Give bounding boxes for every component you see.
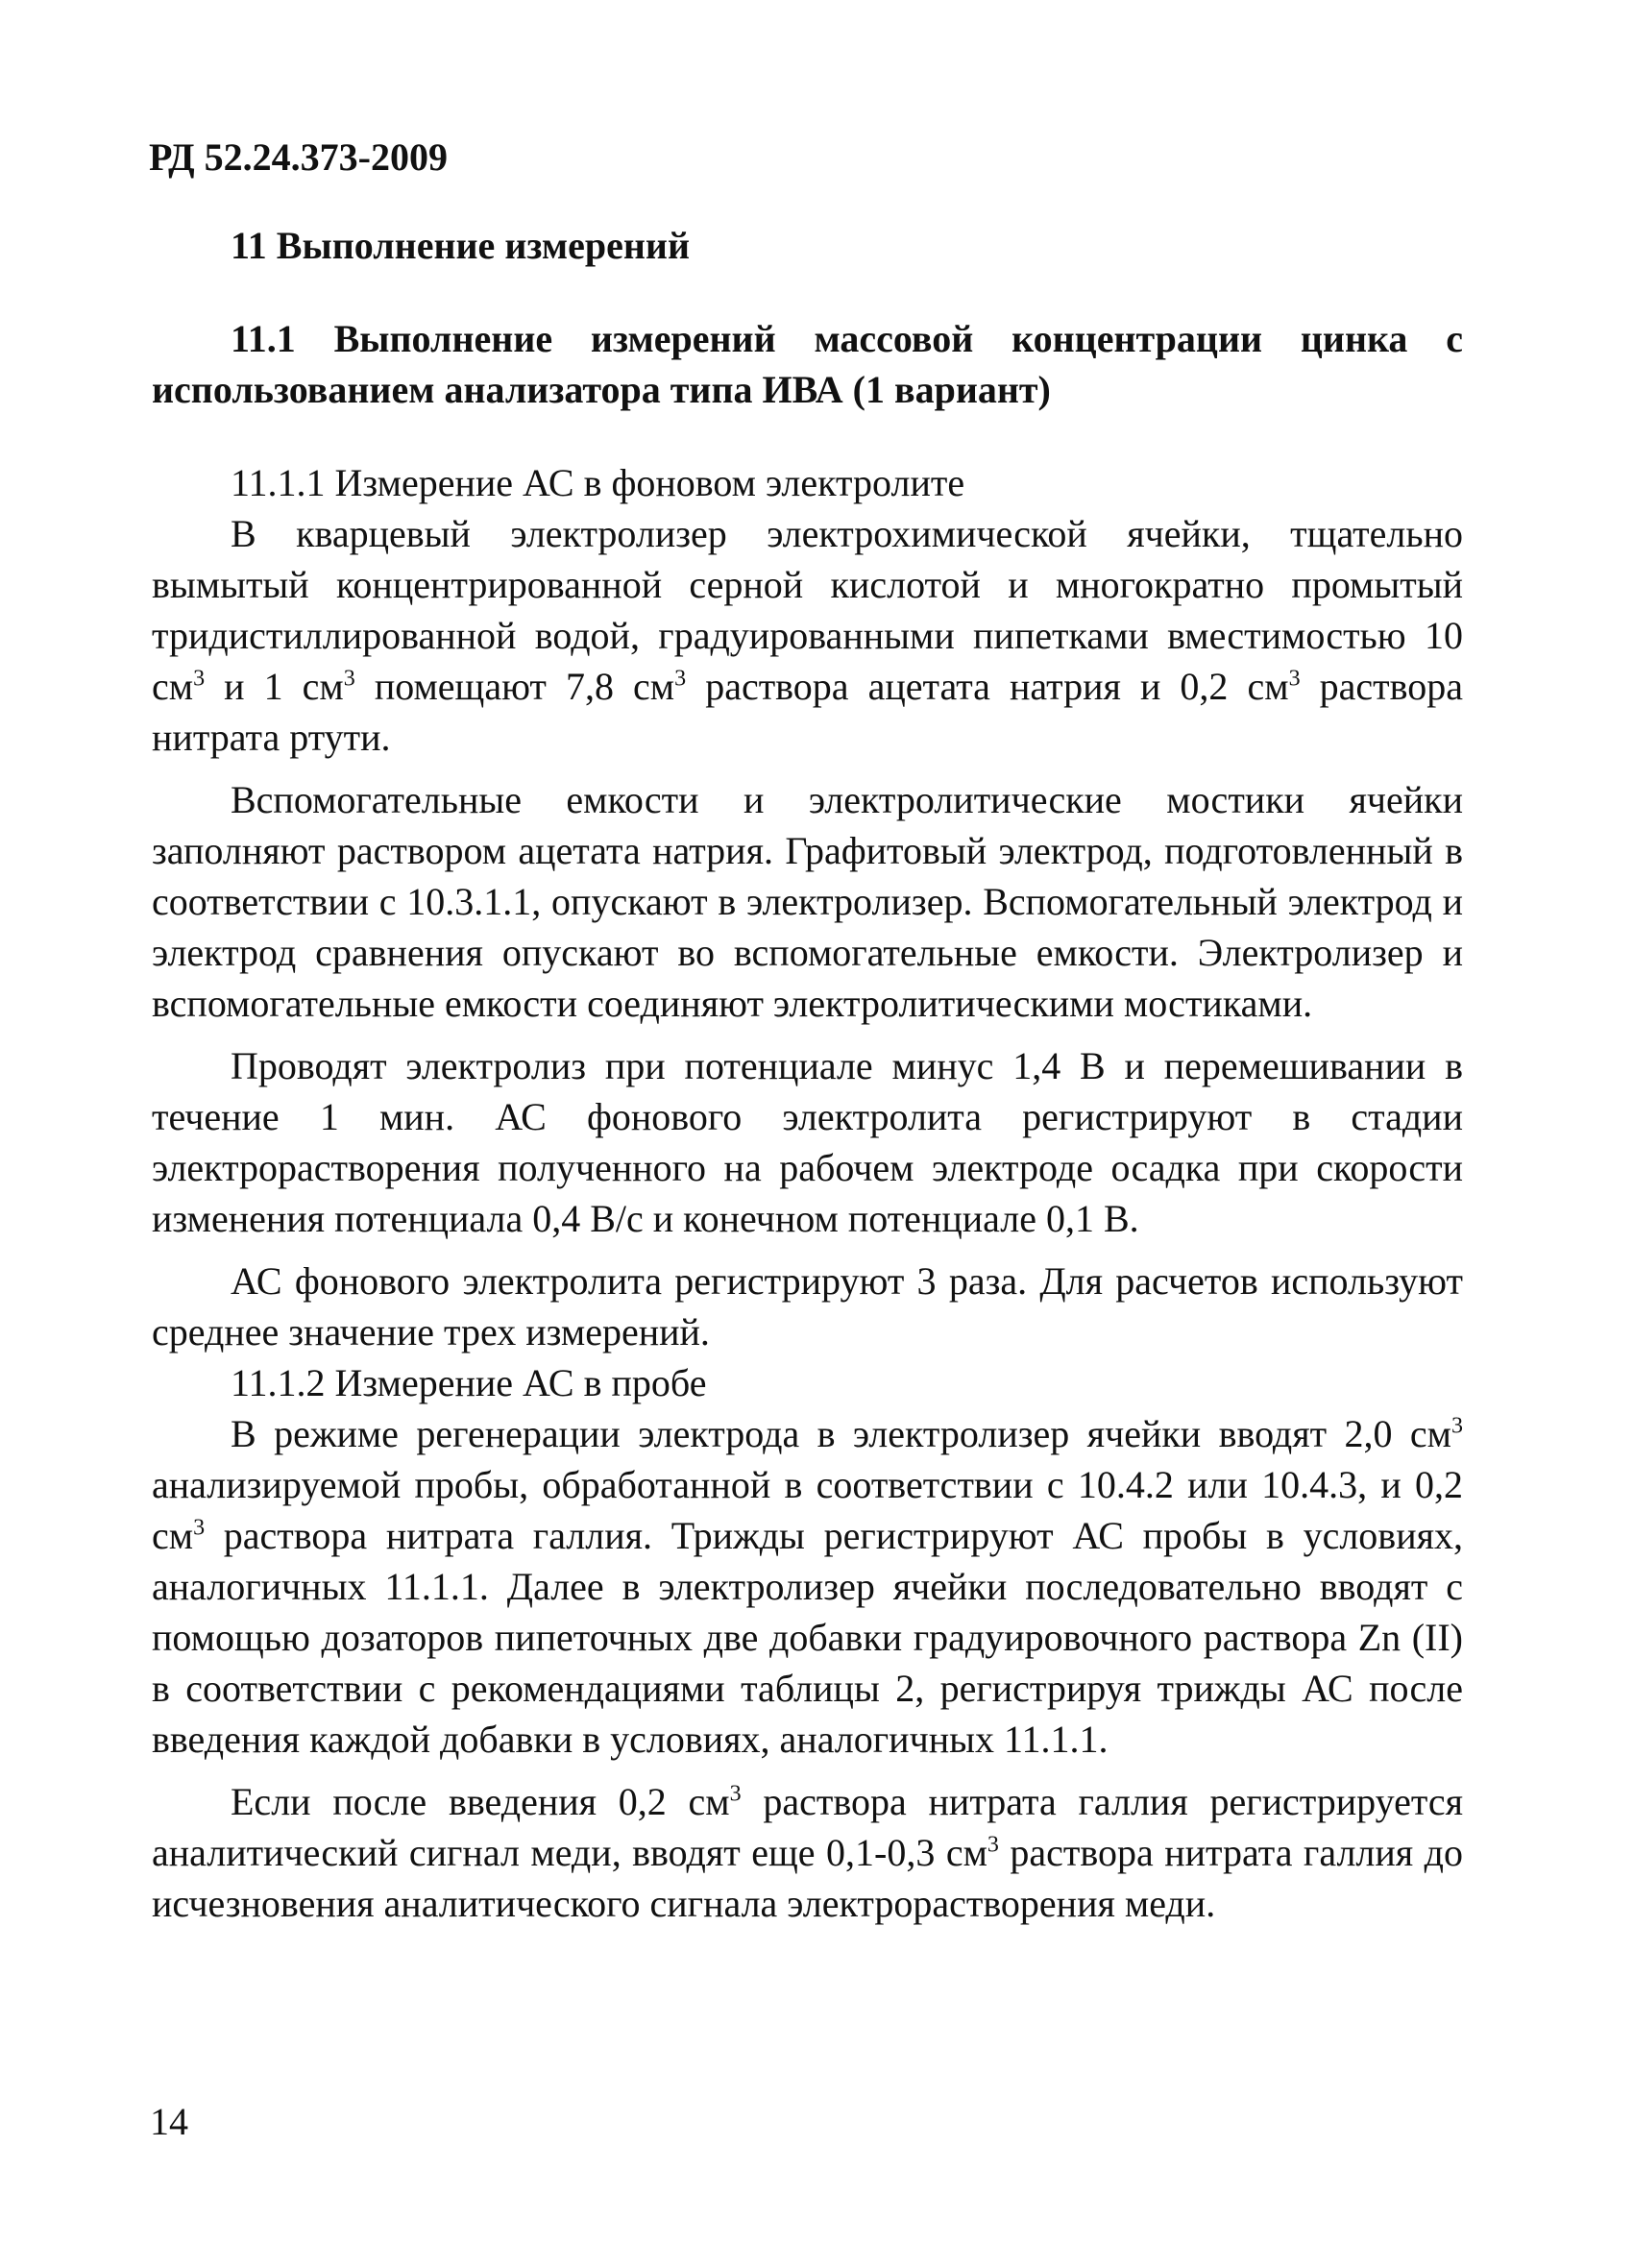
text-run: раствора нитрата галлия регистрируется аналитический сигнал меди, вводят еще 0,1-0,3 см	[152, 1780, 1463, 1874]
text-run: В режиме регенерации электрода в электролизер ячейки вводят 2,0 см	[231, 1412, 1451, 1455]
paragraph-electrolysis: Проводят электролиз при потенциале минус 1,4 В и перемешивании в течение 1 мин. АС фонового электролита регистрируют в стадии электрорастворения полученного на рабочем электроде осадка при скорости изменения потенциала 0,4 В/с и конечном потенциале 0,1 В.	[152, 1044, 1463, 1240]
superscript: 3	[987, 1832, 999, 1858]
paragraph-sample-measurement	[152, 1408, 1463, 1765]
item-title-11-1-1: 11.1.1 Измерение АС в фоновом электролите	[231, 461, 965, 504]
item-title-11-1-2: 11.1.2 Измерение АС в пробе	[231, 1361, 707, 1404]
paragraph-copper-signal	[152, 1776, 1463, 1929]
paragraph-auxiliary-vessels: Вспомогательные емкости и электролитические мостики ячейки заполняют раствором ацетата натрия. Графитовый электрод, подготовленный в соответствии с 10.3.1.1, опускают в электролизер. Вспомогательный электрод и электрод сравнения опускают во вспомогательные емкости. Электролизер и вспомогательные емкости соединяют электролитическими мостиками.	[152, 778, 1463, 1025]
document-code: РД 52.24.373-2009	[149, 135, 448, 179]
text-run: В кварцевый электролизер электрохимической ячейки, тщательно вымытый концентрированной серной кислотой и многократно промытый тридистиллированной водой, градуированными пипетками вместимостью 10 см	[152, 512, 1463, 708]
superscript: 3	[674, 666, 687, 692]
superscript: 3	[193, 1515, 206, 1541]
superscript: 3	[193, 666, 206, 692]
superscript: 3	[729, 1781, 742, 1807]
superscript: 3	[1451, 1413, 1463, 1439]
paragraph-background-registration: АС фонового электролита регистрируют 3 раза. Для расчетов используют среднее значение трех измерений.	[152, 1259, 1463, 1353]
text-run: помещают 7,8 см	[354, 665, 675, 708]
paragraph-electrolyzer-filling	[152, 508, 1463, 763]
text-run: анализируемой пробы, обработанной в соответствии с 10.4.2 или 10.4.3, и 0,2 см	[152, 1463, 1463, 1557]
section-title: 11 Выполнение измерений	[231, 224, 691, 267]
text-run: Если после введения 0,2 см	[231, 1780, 730, 1823]
document-body	[152, 221, 1463, 1929]
text-run: раствора нитрата галлия до исчезновения аналитического сигнала электрорастворения меди.	[152, 1831, 1464, 1925]
text-run: раствора ацетата натрия и 0,2 см	[686, 665, 1289, 708]
text-run: и 1 см	[205, 665, 344, 708]
subsection-title: 11.1 Выполнение измерений массовой концентрации цинка с использованием анализатора типа ИВА (1 вариант)	[152, 317, 1463, 411]
text-run: раствора нитрата галлия. Трижды регистрируют АС пробы в условиях, аналогичных 11.1.1. Далее в электролизер ячейки последовательно вводят с помощью дозаторов пипеточных две добавки градуировочного раствора Zn (II) в соответствии с рекомендациями таблицы 2, регистрируя трижды АС после введения каждой добавки в условиях, аналогичных 11.1.1.	[152, 1514, 1463, 1761]
superscript: 3	[1288, 666, 1301, 692]
page-number: 14	[150, 2100, 188, 2143]
superscript: 3	[343, 666, 355, 692]
text-run: раствора нитрата ртути.	[152, 665, 1463, 759]
